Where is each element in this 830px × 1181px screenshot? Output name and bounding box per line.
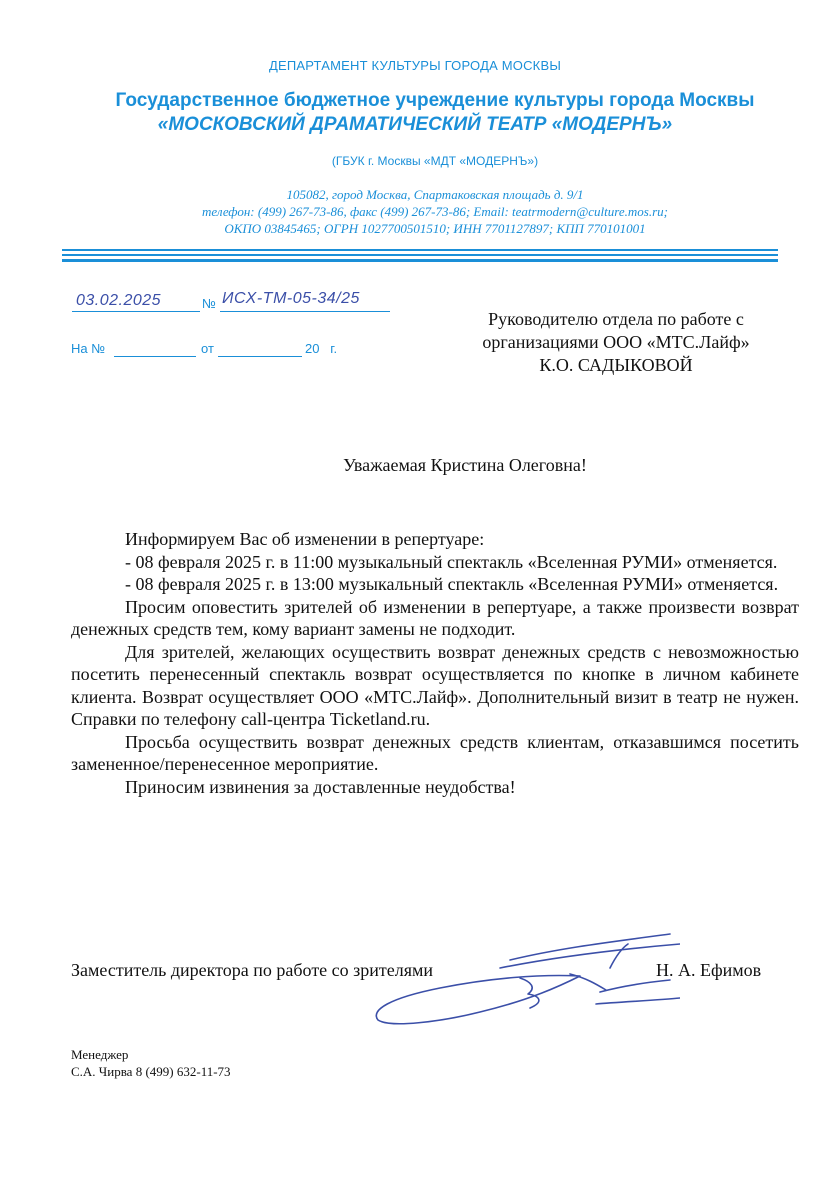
manager-label: Менеджер: [71, 1047, 129, 1062]
registration-line: ОКПО 03845465; ОГРН 1027700501510; ИНН 7701127897; КПП 770101001: [224, 221, 646, 236]
paragraph: Приносим извинения за доставленные неудобства!: [125, 776, 516, 797]
recipient-line: Руководителю отдела по работе с: [488, 309, 744, 329]
outgoing-number: ИСХ-ТМ-05-34/25: [222, 290, 360, 307]
paragraph: - 08 февраля 2025 г. в 11:00 музыкальный спектакль «Вселенная РУМИ» отменяется.: [125, 551, 778, 572]
greeting: Уважаемая Кристина Олеговна!: [343, 455, 587, 475]
incoming-number-blank: [114, 355, 196, 357]
recipient-block: [440, 308, 792, 377]
department-name: ДЕПАРТАМЕНТ КУЛЬТУРЫ ГОРОДА МОСКВЫ: [268, 58, 562, 73]
paragraph: Просьба осуществить возврат денежных средств клиентам, отказавшимся посетить замененное/перенесенное мероприятие.: [71, 731, 799, 774]
date-underline: [72, 310, 200, 312]
handwritten-signature: [360, 930, 680, 1040]
incoming-date-label: от: [201, 341, 214, 356]
theatre-name: «МОСКОВСКИЙ ДРАМАТИЧЕСКИЙ ТЕАТР «МОДЕРНЪ»: [157, 114, 673, 135]
number-underline: [220, 310, 390, 312]
recipient-name: К.О. САДЫКОВОЙ: [539, 355, 693, 375]
paragraph: Информируем Вас об изменении в репертуаре:: [125, 529, 485, 549]
incoming-date-blank: [218, 355, 302, 357]
address-line: 105082, город Москва, Спартаковская площадь д. 9/1: [286, 187, 584, 202]
incoming-year: 20 г.: [305, 341, 338, 356]
short-name: (ГБУК г. Москвы «МДТ «МОДЕРНЪ»): [331, 154, 539, 168]
incoming-number-label: На №: [71, 341, 106, 356]
paragraph: Просим оповестить зрителей об изменении в репертуаре, а также произвести возврат денежных средств тем, кому вариант замены не подходит.: [71, 596, 799, 639]
paragraph: - 08 февраля 2025 г. в 13:00 музыкальный спектакль «Вселенная РУМИ» отменяется.: [125, 574, 779, 594]
organization-name: Государственное бюджетное учреждение культуры города Москвы: [115, 90, 755, 111]
signatory-position: Заместитель директора по работе со зрителями: [71, 960, 434, 980]
number-label: №: [202, 296, 216, 311]
contacts-line: телефон: (499) 267-73-86, факс (499) 267-73-86; Email: teatrmodern@culture.mos.ru;: [202, 204, 668, 219]
outgoing-date: 03.02.2025: [76, 292, 162, 309]
letter-body: [71, 528, 799, 798]
recipient-line: организациями ООО «МТС.Лайф»: [482, 332, 750, 352]
signatory-name: Н. А. Ефимов: [656, 960, 762, 980]
manager-contact: С.А. Чирва 8 (499) 632-11-73: [71, 1064, 231, 1079]
paragraph: Для зрителей, желающих осуществить возврат денежных средств с невозможностью посетить перенесенный спектакль возврат осуществляется по кнопке в личном кабинете клиента. Возврат осуществляет ООО «МТС.Лайф». Дополнительный визит в театр не нужен. Справки по телефону call-центра Ticketland.ru.: [71, 641, 799, 729]
